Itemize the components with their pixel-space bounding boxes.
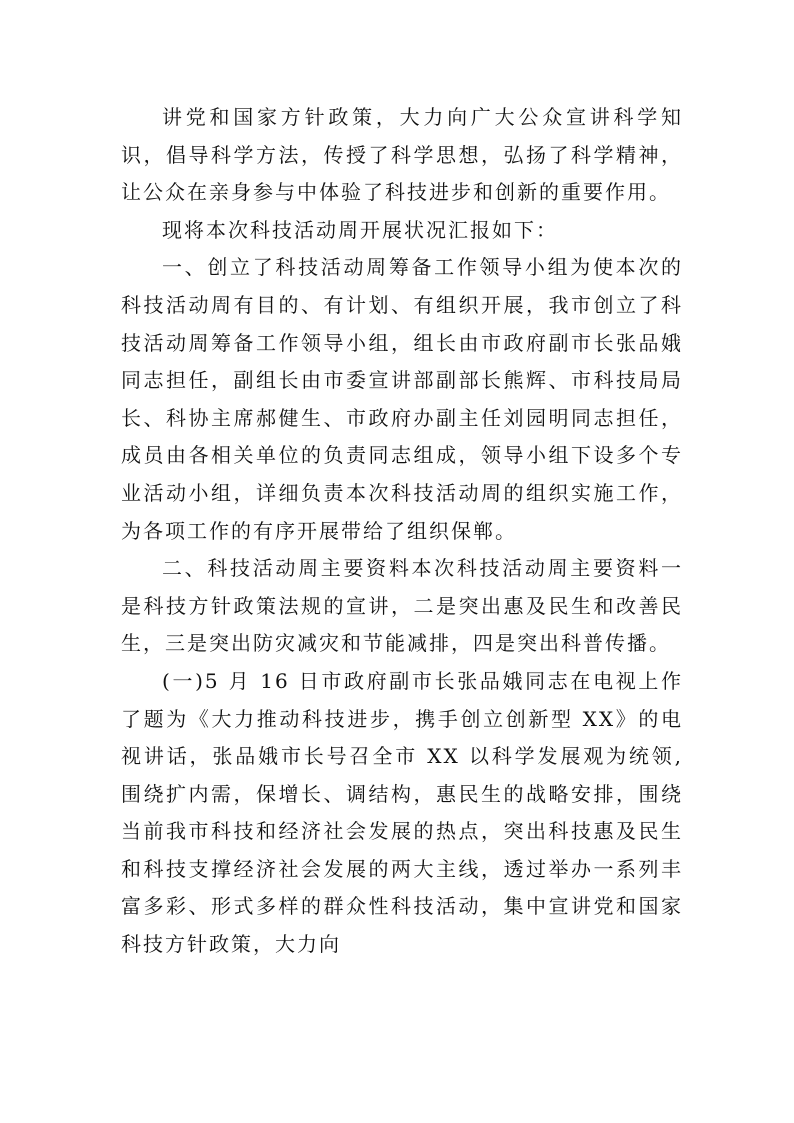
paragraph-4: 二、科技活动周主要资料本次科技活动周主要资料一是科技方针政策法规的宣讲，二是突出惠及民生和改善民生，三是突出防灾减灾和节能减排，四是突出科普传播。 — [121, 556, 683, 656]
paragraph-3: 一、创立了科技活动周筹备工作领导小组为使本次的科技活动周有目的、有计划、有组织开展，我市创立了科技活动周筹备工作领导小组，组长由市政府副市长张品娥同志担任，副组长由市委宣讲部副部长熊辉、市科技局局长、科协主席郝健生、市政府办副主任刘园明同志担任，成员由各相关单位的负责同志组成，领导小组下设多个专业活动小组，详细负责本次科技活动周的组织实施工作，为各项工作的有序开展带给了组织保郸。 — [121, 255, 683, 543]
paragraph-2: 现将本次科技活动周开展状况汇报如下： — [162, 217, 558, 242]
document-body — [121, 99, 683, 964]
paragraph-1: 讲党和国家方针政策，大力向广大公众宣讲科学知识，倡导科学方法，传授了科学思想，弘扬了科学精神，让公众在亲身参与中体验了科技进步和创新的重要作用。 — [121, 105, 683, 205]
paragraph-5: (一)5 月 16 日市政府副市长张品娥同志在电视上作了题为《大力推动科技进步，携手创立创新型 XX》的电视讲话，张品娥市长号召全市 XX 以科学发展观为统领,围绕扩内需，保增长、调结构，惠民生的战略安排，围绕当前我市科技和经济社会发展的热点，突出科技惠及民生和科技支撑经济社会发展的两大主线，透过举办一系列丰富多彩、形式多样的群众性科技活动，集中宣讲党和国家科技方针政策，大力向 — [121, 668, 683, 957]
